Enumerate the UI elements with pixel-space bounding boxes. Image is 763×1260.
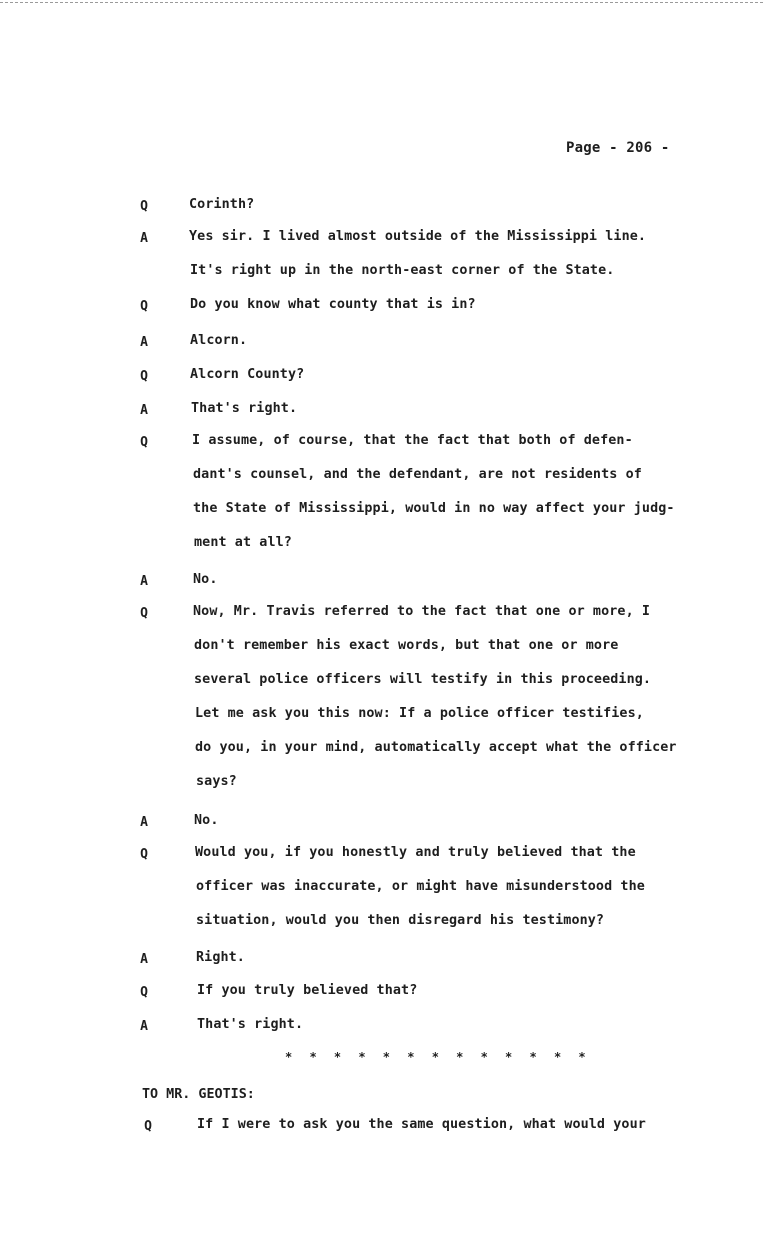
transcript-line: Do you know what county that is in? [190,297,476,312]
transcript-line: dant's counsel, and the defendant, are not residents of [193,467,642,482]
transcript-line: If you truly believed that? [197,983,418,998]
page-number: Page - 206 - [566,140,670,156]
transcript-line: Let me ask you this now: If a police officer testifies, [195,706,644,721]
transcript-line: Alcorn County? [190,367,305,382]
transcript-line: Right. [196,950,245,965]
answer-marker: A [140,815,148,830]
transcript-line: the State of Mississippi, would in no way affect your judg- [193,501,675,516]
transcript-line: Yes sir. I lived almost outside of the Mississippi line. [189,229,647,244]
question-marker: Q [140,606,148,621]
section-separator: * * * * * * * * * * * * * [285,1050,591,1064]
answer-marker: A [140,403,148,418]
transcript-line: officer was inaccurate, or might have misunderstood the [196,879,645,894]
transcript-line: I assume, of course, that the fact that both of defen- [192,433,633,448]
transcript-line: It's right up in the north-east corner of the State. [190,263,615,278]
question-marker: Q [140,985,148,1000]
transcript-line: situation, would you then disregard his testimony? [196,913,605,928]
transcript-line: Now, Mr. Travis referred to the fact that one or more, I [193,604,651,619]
section-heading: TO MR. GEOTIS: [142,1087,255,1102]
transcript-line: don't remember his exact words, but that one or more [194,638,619,653]
transcript-line: ment at all? [194,535,292,550]
transcript-line: That's right. [197,1017,304,1032]
transcript-line: Alcorn. [190,333,248,348]
question-marker: Q [140,199,148,214]
transcript-line: No. [194,813,219,828]
question-marker: Q [140,369,148,384]
transcript-line: do you, in your mind, automatically accept what the officer [195,740,677,755]
transcript-line: Corinth? [189,197,255,212]
transcript-line: several police officers will testify in this proceeding. [194,672,652,687]
transcript-line: No. [193,572,218,587]
answer-marker: A [140,1019,148,1034]
answer-marker: A [140,231,148,246]
top-border-rule [0,2,763,3]
answer-marker: A [140,574,148,589]
answer-marker: A [140,952,148,967]
question-marker: Q [144,1119,152,1134]
transcript-line: says? [196,774,237,789]
question-marker: Q [140,847,148,862]
answer-marker: A [140,335,148,350]
question-marker: Q [140,435,148,450]
transcript-line: If I were to ask you the same question, what would your [197,1117,646,1132]
transcript-line: Would you, if you honestly and truly believed that the [195,845,636,860]
transcript-line: That's right. [191,401,298,416]
question-marker: Q [140,299,148,314]
